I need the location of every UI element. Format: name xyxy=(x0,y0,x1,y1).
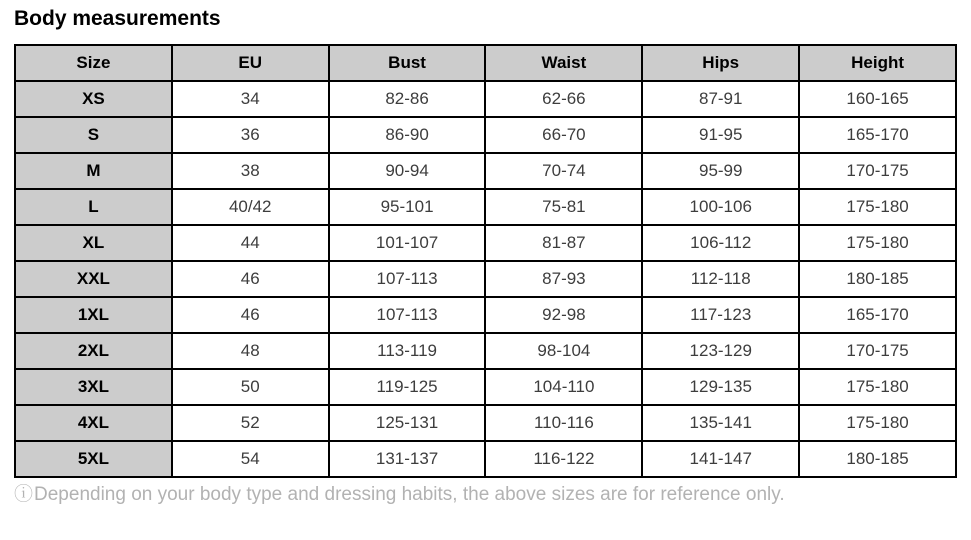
value-cell: 129-135 xyxy=(642,369,799,405)
table-row xyxy=(15,225,956,261)
table-row xyxy=(15,189,956,225)
value-cell: 110-116 xyxy=(485,405,642,441)
size-cell: XS xyxy=(15,81,172,117)
size-cell: 5XL xyxy=(15,441,172,477)
info-icon: ⓘ xyxy=(14,484,34,505)
value-cell: 165-170 xyxy=(799,297,956,333)
size-cell: 3XL xyxy=(15,369,172,405)
value-cell: 175-180 xyxy=(799,225,956,261)
column-header-size: Size xyxy=(15,45,172,81)
value-cell: 46 xyxy=(172,297,329,333)
table-row xyxy=(15,297,956,333)
value-cell: 62-66 xyxy=(485,81,642,117)
value-cell: 95-99 xyxy=(642,153,799,189)
value-cell: 106-112 xyxy=(642,225,799,261)
value-cell: 175-180 xyxy=(799,369,956,405)
value-cell: 44 xyxy=(172,225,329,261)
value-cell: 101-107 xyxy=(329,225,486,261)
table-row xyxy=(15,261,956,297)
table-row xyxy=(15,405,956,441)
value-cell: 175-180 xyxy=(799,189,956,225)
size-cell: XXL xyxy=(15,261,172,297)
value-cell: 46 xyxy=(172,261,329,297)
value-cell: 180-185 xyxy=(799,261,956,297)
value-cell: 119-125 xyxy=(329,369,486,405)
value-cell: 81-87 xyxy=(485,225,642,261)
value-cell: 170-175 xyxy=(799,333,956,369)
value-cell: 91-95 xyxy=(642,117,799,153)
value-cell: 38 xyxy=(172,153,329,189)
value-cell: 104-110 xyxy=(485,369,642,405)
size-cell: S xyxy=(15,117,172,153)
page-title: Body measurements xyxy=(14,7,221,30)
table-body xyxy=(15,81,956,477)
value-cell: 116-122 xyxy=(485,441,642,477)
reference-note xyxy=(14,483,957,507)
table-row xyxy=(15,369,956,405)
value-cell: 92-98 xyxy=(485,297,642,333)
size-cell: 4XL xyxy=(15,405,172,441)
value-cell: 40/42 xyxy=(172,189,329,225)
value-cell: 175-180 xyxy=(799,405,956,441)
value-cell: 48 xyxy=(172,333,329,369)
size-cell: 2XL xyxy=(15,333,172,369)
value-cell: 160-165 xyxy=(799,81,956,117)
table-row xyxy=(15,441,956,477)
value-cell: 165-170 xyxy=(799,117,956,153)
value-cell: 135-141 xyxy=(642,405,799,441)
value-cell: 66-70 xyxy=(485,117,642,153)
value-cell: 36 xyxy=(172,117,329,153)
header-row xyxy=(15,45,956,81)
column-header-height: Height xyxy=(799,45,956,81)
size-chart-table xyxy=(14,44,957,478)
value-cell: 141-147 xyxy=(642,441,799,477)
reference-note-text: Depending on your body type and dressing habits, the above sizes are for reference only. xyxy=(34,484,785,505)
value-cell: 86-90 xyxy=(329,117,486,153)
value-cell: 180-185 xyxy=(799,441,956,477)
size-cell: L xyxy=(15,189,172,225)
value-cell: 54 xyxy=(172,441,329,477)
value-cell: 87-93 xyxy=(485,261,642,297)
table-row xyxy=(15,153,956,189)
value-cell: 112-118 xyxy=(642,261,799,297)
value-cell: 70-74 xyxy=(485,153,642,189)
value-cell: 34 xyxy=(172,81,329,117)
value-cell: 82-86 xyxy=(329,81,486,117)
size-cell: M xyxy=(15,153,172,189)
value-cell: 113-119 xyxy=(329,333,486,369)
column-header-bust: Bust xyxy=(329,45,486,81)
value-cell: 98-104 xyxy=(485,333,642,369)
value-cell: 100-106 xyxy=(642,189,799,225)
value-cell: 107-113 xyxy=(329,261,486,297)
size-cell: 1XL xyxy=(15,297,172,333)
value-cell: 90-94 xyxy=(329,153,486,189)
size-cell: XL xyxy=(15,225,172,261)
value-cell: 123-129 xyxy=(642,333,799,369)
table-header xyxy=(15,45,956,81)
table-row xyxy=(15,333,956,369)
table-row xyxy=(15,117,956,153)
column-header-eu: EU xyxy=(172,45,329,81)
value-cell: 75-81 xyxy=(485,189,642,225)
value-cell: 107-113 xyxy=(329,297,486,333)
column-header-hips: Hips xyxy=(642,45,799,81)
value-cell: 87-91 xyxy=(642,81,799,117)
value-cell: 117-123 xyxy=(642,297,799,333)
table-row xyxy=(15,81,956,117)
value-cell: 170-175 xyxy=(799,153,956,189)
value-cell: 50 xyxy=(172,369,329,405)
value-cell: 95-101 xyxy=(329,189,486,225)
value-cell: 52 xyxy=(172,405,329,441)
value-cell: 131-137 xyxy=(329,441,486,477)
column-header-waist: Waist xyxy=(485,45,642,81)
value-cell: 125-131 xyxy=(329,405,486,441)
